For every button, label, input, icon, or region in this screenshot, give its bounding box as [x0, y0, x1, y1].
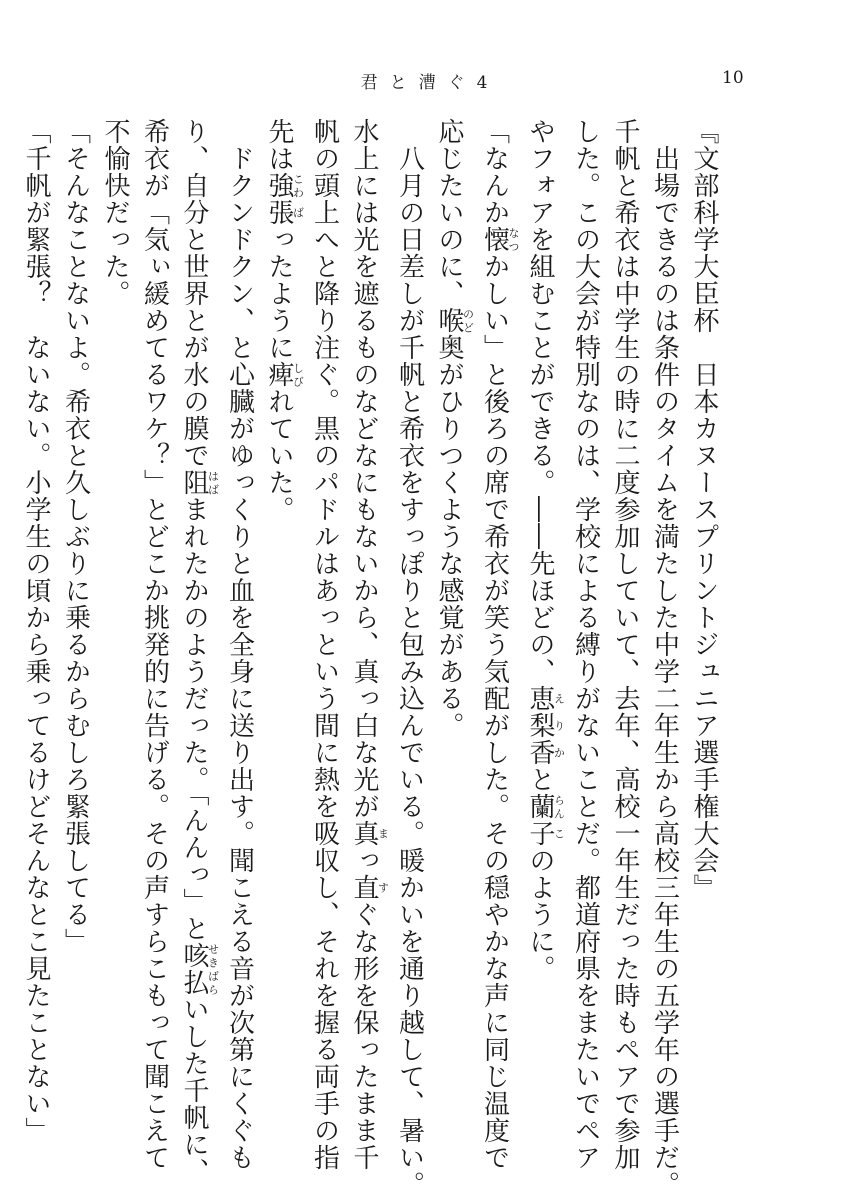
text-line: 「なんか懐なつかしい」と後ろの席で希衣が笑う気配がした。その穏やかな声に同じ温度で — [479, 118, 520, 1171]
text-line: した。この大会が特別なのは、学校による縛りがないことだ。都道府県をまたいでペア — [570, 118, 601, 1171]
ruby-text: り — [552, 712, 566, 739]
ruby-text: しび — [291, 361, 305, 388]
ruby-text: こ — [552, 820, 566, 847]
text-line: 希衣が「気ぃ緩めてるワケ？」とどこか挑発的に告げる。その声すらこもって聞こえて — [139, 118, 170, 1171]
ruby-text: こわ — [291, 172, 305, 199]
text-line: 応じたいのに、喉のど奥がひりつくような感覚がある。 — [434, 118, 475, 739]
ruby-text: らん — [552, 793, 566, 820]
text-line: 水上には光を遮るものなどなにもないから、真っ白な光が真まっ直すぐな形を保ったまま千 — [349, 118, 390, 1171]
ruby-text: え — [552, 685, 566, 712]
text-line: り、自分と世界とが水の膜で阻はばまれたかのようだった。「んんっ」と咳払せきばらいした千帆に、 — [179, 118, 220, 1185]
text-line: 不愉快だった。 — [100, 118, 130, 307]
ruby-text: なつ — [507, 226, 520, 253]
text-line: 帆の頭上へと降り注ぐ。黒のパドルはあっという間に熱を吸収し、それを握る両手の指 — [309, 118, 340, 1171]
ruby-text: ば — [291, 199, 305, 226]
body-text — [21, 118, 723, 1198]
text-line: ドクンドクン、と心臓がゆっくりと血を全身に送り出す。聞こえる音が次第にくぐも — [224, 118, 255, 1171]
text-line: 千帆と希衣は中学生の時に二度参加していて、去年、高校一年生だった時もペアで参加 — [610, 118, 640, 1171]
page-number: 10 — [722, 68, 744, 88]
text-line: 出場できるのは条件のタイムを満たした中学二年生から高校三年生の五学年の選手だ。 — [649, 118, 680, 1198]
text-line: 先は強こわ張ばったように痺しびれていた。 — [264, 118, 305, 523]
ruby-text: す — [376, 874, 390, 901]
text-line: やフォアを組むことができる。――先ほどの、恵え梨り香かと蘭らん子このように。 — [525, 118, 566, 982]
text-line: 「千帆が緊張？ ないない。小学生の頃から乗ってるけどそんなとこ見たことない」 — [21, 118, 51, 1144]
ruby-text: はば — [206, 469, 220, 496]
text-line: 八月の日差しが千帆と希衣をすっぽりと包み込んでいる。暖かいを通り越して、暑い。 — [394, 118, 425, 1198]
text-line: 「そんなことないよ。希衣と久しぶりに乗るからむしろ緊張してる」 — [60, 118, 91, 955]
text-line: 『文部科学大臣杯 日本カヌースプリントジュニア選手権大会』 — [689, 118, 719, 901]
ruby-text: のど — [461, 307, 475, 334]
running-title: 君と漕ぐ4 — [360, 73, 500, 93]
ruby-text: せきばら — [206, 942, 220, 996]
ruby-text: ま — [376, 820, 390, 847]
ruby-text: か — [552, 739, 566, 766]
